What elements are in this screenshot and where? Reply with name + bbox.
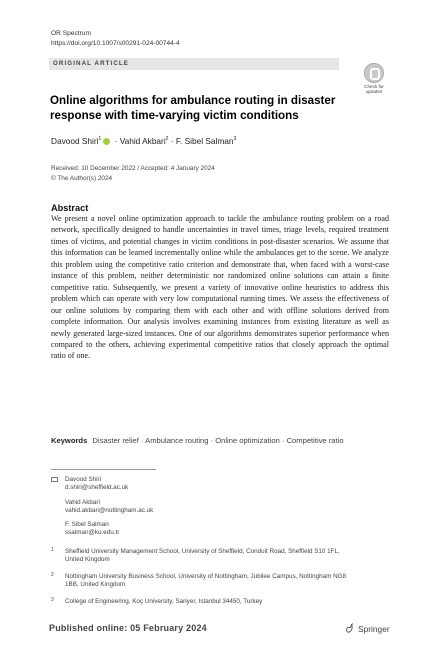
author-affiliation-mark: 1: [98, 136, 102, 143]
affiliation-number: 3: [51, 597, 54, 603]
abstract-text: We present a novel online optimization approach to tackle the ambulance routing problem on a road network, specifically designed to handle uncertainties in travel times, triage levels, required treatment times of victims, and potential changes in victim conditions in post-disaster scenarios. We assume that this information can be learned incrementally online while the ambulances get to the scene. We analyze this problem using the competitive ratio criterion and demonstrate that, when faced with a worst-case instance of this problem, neither deterministic nor randomized online solutions can attain a finite competitive ratio. Subsequently, we present a variety of innovative online heuristics to address this problem which can operate with very low computational running times. We assess the effectiveness of our online solutions by comparing them with each other and with offline solutions derived from complete information. Our analysis involves examining instances from existing literature as well as newly generated large-sized instances. One of our algorithms demonstrates superior performance when compared to the others, achieving experimental competitive ratios that closely approach the optimal ratio of one.: [51, 214, 389, 361]
doi-link[interactable]: https://doi.org/10.1007/s00291-024-00744-4: [51, 40, 180, 47]
article-type-label: ORIGINAL ARTICLE: [53, 60, 130, 67]
affiliation-number: 1: [51, 547, 54, 553]
abstract-heading: Abstract: [51, 203, 89, 213]
affiliation-entry: [51, 598, 351, 606]
keywords-section: [51, 435, 389, 447]
contact-entry: [51, 476, 153, 493]
crossmark-icon: [364, 63, 384, 83]
keywords-list: Disaster relief · Ambulance routing · Online optimization · Competitive ratio: [92, 436, 344, 445]
contact-email[interactable]: vahid.akbari@nottingham.ac.uk: [65, 506, 154, 514]
springer-logo-icon: [345, 623, 354, 634]
author-separator: ·: [114, 136, 118, 146]
keywords-label: Keywords: [51, 436, 88, 445]
author-list: [51, 136, 236, 146]
contact-email[interactable]: d.shiri@sheffield.ac.uk: [65, 484, 129, 492]
author-affiliation-mark: 2: [165, 136, 169, 143]
author-separator: ·: [170, 136, 174, 146]
contact-name: Davood Shiri: [65, 476, 102, 483]
check-for-updates-badge[interactable]: [362, 63, 386, 95]
author-affiliation-mark: 3: [233, 136, 237, 143]
envelope-icon: [51, 477, 58, 482]
received-accepted-dates: Received: 10 December 2022 / Accepted: 4 January 2024: [51, 165, 215, 172]
affiliation-text: Nottingham University Business School, University of Nottingham, Jubilee Campus, Nottingham NG8 1BB, United Kingdom: [65, 573, 347, 589]
author-name[interactable]: F. Sibel Salman: [175, 136, 234, 146]
affiliation-text: College of Engineering, Koç University, Sariyer, Istanbul 34450, Turkey: [65, 598, 263, 605]
author-name[interactable]: Vahid Akbari: [119, 136, 166, 146]
affiliation-entry: [51, 548, 351, 565]
contact-email[interactable]: ssalman@ku.edu.tr: [65, 529, 120, 537]
affiliation-text: Sheffield University Management School, University of Sheffield, Conduit Road, Sheffield S10 1FL, United Kingdom: [65, 548, 340, 564]
crossmark-label: Check for updates: [364, 84, 384, 94]
journal-name: OR Spectrum: [51, 30, 91, 37]
journal-header: [51, 29, 180, 49]
affiliation-entry: [51, 573, 351, 590]
author-name[interactable]: Davood Shiri: [51, 136, 99, 146]
footnote-divider: [51, 469, 156, 470]
contact-entry: [51, 521, 153, 538]
copyright-notice: © The Author(s) 2024: [51, 174, 113, 182]
article-dates: [51, 164, 215, 183]
article-type-band: [49, 58, 339, 70]
article-title: Online algorithms for ambulance routing in disaster response with time-varying victim conditions: [50, 94, 336, 122]
contact-entry: [51, 499, 153, 516]
publisher-logo[interactable]: [345, 623, 390, 634]
contact-name: Vahid Akbari: [65, 498, 100, 506]
published-online-date: Published online: 05 February 2024: [49, 623, 207, 633]
affiliation-number: 2: [51, 572, 54, 578]
orcid-icon[interactable]: [103, 138, 110, 145]
contact-name: F. Sibel Salman: [65, 521, 109, 529]
publisher-name: Springer: [358, 623, 390, 634]
corresponding-authors: [51, 476, 153, 544]
